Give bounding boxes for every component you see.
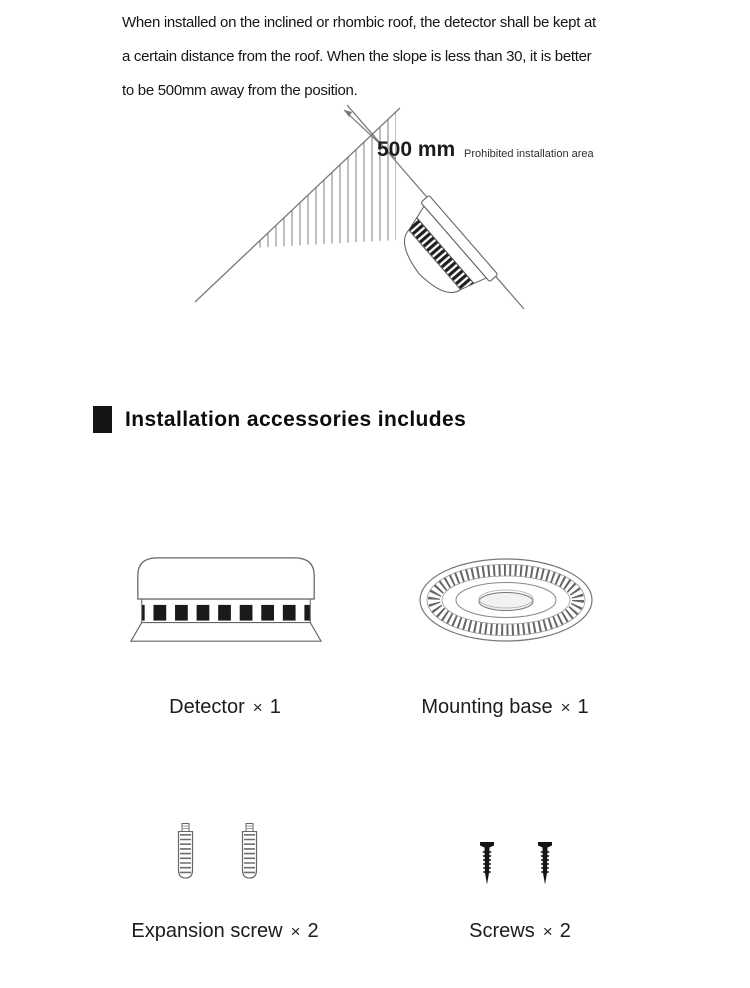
multiply-sign: × bbox=[252, 698, 263, 717]
accessory-qty: 1 bbox=[577, 696, 589, 718]
mounting-base-label bbox=[340, 696, 670, 719]
accessory-name: Detector bbox=[169, 696, 245, 718]
expansion-screw-icon bbox=[177, 823, 194, 880]
intro-line-1: When installed on the inclined or rhombic roof, the detector shall be kept at bbox=[122, 14, 596, 31]
section-header bbox=[93, 406, 466, 433]
accessory-qty: 1 bbox=[269, 696, 281, 718]
accessory-qty: 2 bbox=[307, 920, 319, 942]
multiply-sign: × bbox=[560, 698, 571, 717]
prohibited-area-label: Prohibited installation area bbox=[464, 148, 594, 160]
mounting-base-top-view-icon bbox=[418, 556, 594, 644]
expansion-screws-illustration bbox=[177, 823, 258, 880]
accessory-name: Screws bbox=[469, 920, 535, 942]
multiply-sign: × bbox=[542, 922, 553, 941]
screw-icon bbox=[479, 841, 495, 888]
screw-icon bbox=[537, 841, 553, 888]
intro-line-3: to be 500mm away from the position. bbox=[122, 82, 358, 99]
detector-illustration bbox=[128, 553, 324, 652]
roof-installation-diagram bbox=[0, 100, 750, 400]
section-title: Installation accessories includes bbox=[125, 407, 467, 431]
roof-detector-illustration bbox=[384, 195, 497, 313]
expansion-screw-label bbox=[60, 920, 390, 943]
roof-diagram-svg bbox=[0, 100, 750, 400]
section-bullet-square bbox=[93, 406, 112, 433]
detector-side-view-icon bbox=[128, 553, 324, 647]
accessory-qty: 2 bbox=[559, 920, 571, 942]
intro-line-2: a certain distance from the roof. When the slope is less than 30, it is better bbox=[122, 48, 592, 65]
screws-label bbox=[355, 920, 685, 943]
screws-illustration bbox=[479, 841, 553, 888]
expansion-screw-icon bbox=[241, 823, 258, 880]
mounting-base-illustration bbox=[418, 556, 594, 649]
intro-paragraph bbox=[122, 6, 596, 108]
multiply-sign: × bbox=[290, 922, 301, 941]
accessory-name: Expansion screw bbox=[131, 920, 283, 942]
accessory-name: Mounting base bbox=[421, 696, 553, 718]
distance-label: 500 mm bbox=[377, 138, 456, 161]
